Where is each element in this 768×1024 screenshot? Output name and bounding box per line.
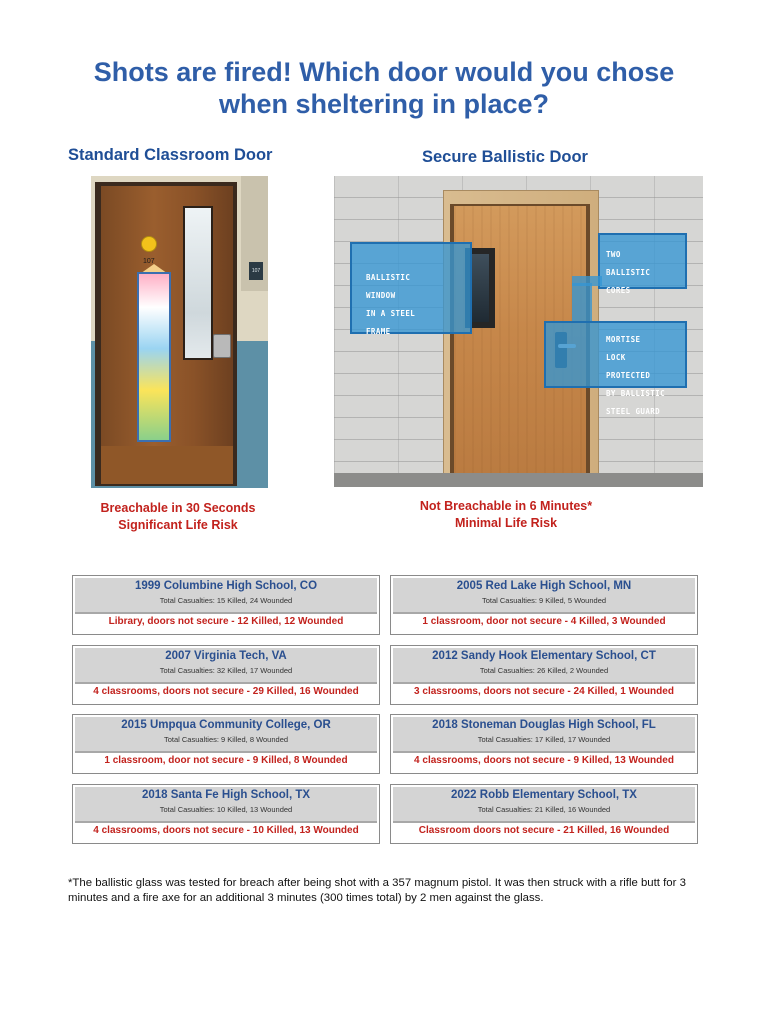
standard-breach-time: Breachable in 30 Seconds — [100, 501, 256, 515]
standard-door-photo — [91, 176, 268, 488]
callout-line: TWO — [606, 250, 621, 259]
incident-name: 2018 Santa Fe High School, TX — [141, 789, 311, 801]
incident-card — [72, 575, 380, 635]
incident-casualties: Total Casualties: 10 Killed, 13 Wounded — [159, 805, 293, 814]
incident-name: 2007 Virginia Tech, VA — [165, 650, 287, 662]
page-title-line-2: when sheltering in place? — [218, 89, 550, 119]
incident-name: 2012 Sandy Hook Elementary School, CT — [432, 650, 656, 662]
incident-casualties: Total Casualties: 9 Killed, 5 Wounded — [481, 596, 607, 605]
incident-card — [72, 784, 380, 844]
ballistic-window-glass — [471, 254, 489, 322]
divider — [393, 751, 695, 753]
callout-line: BY BALLISTIC — [606, 389, 665, 398]
incident-card — [390, 645, 698, 705]
incident-outcome: 1 classroom, door not secure - 9 Killed, 8 Wounded — [104, 755, 348, 766]
callout-line: BALLISTIC — [606, 268, 651, 277]
divider — [75, 612, 377, 614]
incident-outcome: Library, doors not secure - 12 Killed, 12 Wounded — [108, 616, 344, 627]
incident-name: 1999 Columbine High School, CO — [134, 580, 318, 592]
callout-line: MORTISE — [606, 335, 641, 344]
incident-card — [72, 645, 380, 705]
divider — [75, 682, 377, 684]
incident-card — [390, 575, 698, 635]
callout-line: IN A STEEL — [366, 309, 416, 318]
smiley-face-icon — [141, 236, 157, 252]
incident-card — [390, 714, 698, 774]
callout-line: BALLISTIC — [366, 273, 411, 282]
incident-outcome: 4 classrooms, doors not secure - 29 Killed, 16 Wounded — [93, 686, 359, 697]
callout-line: PROTECTED — [606, 371, 651, 380]
incident-card — [390, 784, 698, 844]
ballistic-door-heading: Secure Ballistic Door — [422, 148, 588, 166]
standard-life-risk: Significant Life Risk — [118, 518, 238, 532]
divider — [75, 821, 377, 823]
callout-line: STEEL GUARD — [606, 407, 661, 416]
room-sign: 107 — [249, 262, 263, 280]
callout-line: CORES — [606, 286, 631, 295]
ballistic-breach-time: Not Breachable in 6 Minutes* — [419, 499, 593, 513]
callout-connector — [572, 283, 592, 323]
room-number: 107 — [143, 258, 155, 265]
divider — [393, 612, 695, 614]
callout-line: FRAME — [366, 327, 391, 336]
page-title-line-1: Shots are fired! Which door would you chose — [93, 57, 675, 87]
incident-casualties: Total Casualties: 17 Killed, 17 Wounded — [477, 735, 611, 744]
ballistic-life-risk: Minimal Life Risk — [454, 516, 558, 530]
incident-outcome: 4 classrooms, doors not secure - 10 Killed, 13 Wounded — [93, 825, 359, 836]
incident-outcome: 3 classrooms, doors not secure - 24 Killed, 1 Wounded — [414, 686, 674, 697]
ballistic-test-footnote: *The ballistic glass was tested for breach after being shot with a 357 magnum pistol. It was then struck with a rifle butt for 3 minutes and a fire axe for an additional 3 minutes (300 times total) by 2 men against the glass. — [68, 877, 686, 904]
standard-door-heading: Standard Classroom Door — [68, 146, 273, 164]
incident-card — [72, 714, 380, 774]
divider — [393, 682, 695, 684]
ballistic-door-risk — [376, 498, 636, 532]
incident-casualties: Total Casualties: 15 Killed, 24 Wounded — [159, 596, 293, 605]
divider — [75, 751, 377, 753]
callout-window-text — [366, 264, 415, 345]
incident-name: 2005 Red Lake High School, MN — [456, 580, 632, 592]
incident-outcome: Classroom doors not secure - 21 Killed, 16 Wounded — [418, 825, 670, 836]
narrow-door-window — [183, 206, 213, 360]
door-kick-plate — [101, 446, 233, 484]
door-handle — [213, 334, 231, 358]
incident-casualties: Total Casualties: 9 Killed, 8 Wounded — [163, 735, 289, 744]
floor-base — [334, 473, 703, 487]
incident-outcome: 4 classrooms, doors not secure - 9 Killed, 13 Wounded — [414, 755, 674, 766]
standard-door-risk — [68, 500, 288, 534]
incident-name: 2022 Robb Elementary School, TX — [451, 789, 637, 801]
ballistic-door-illustration — [334, 176, 703, 487]
incident-casualties: Total Casualties: 26 Killed, 2 Wounded — [479, 666, 609, 675]
welcome-banner — [137, 272, 171, 442]
callout-line: WINDOW — [366, 291, 396, 300]
incident-name: 2018 Stoneman Douglas High School, FL — [432, 719, 656, 731]
incident-casualties: Total Casualties: 21 Killed, 16 Wounded — [477, 805, 611, 814]
callout-cores-text — [606, 241, 650, 304]
incident-name: 2015 Umpqua Community College, OR — [121, 719, 331, 731]
callout-lock-text — [606, 326, 665, 425]
incident-outcome: 1 classroom, door not secure - 4 Killed, 3 Wounded — [422, 616, 666, 627]
divider — [393, 821, 695, 823]
callout-line: LOCK — [606, 353, 626, 362]
page-title — [60, 56, 708, 120]
incident-casualties: Total Casualties: 32 Killed, 17 Wounded — [159, 666, 293, 675]
